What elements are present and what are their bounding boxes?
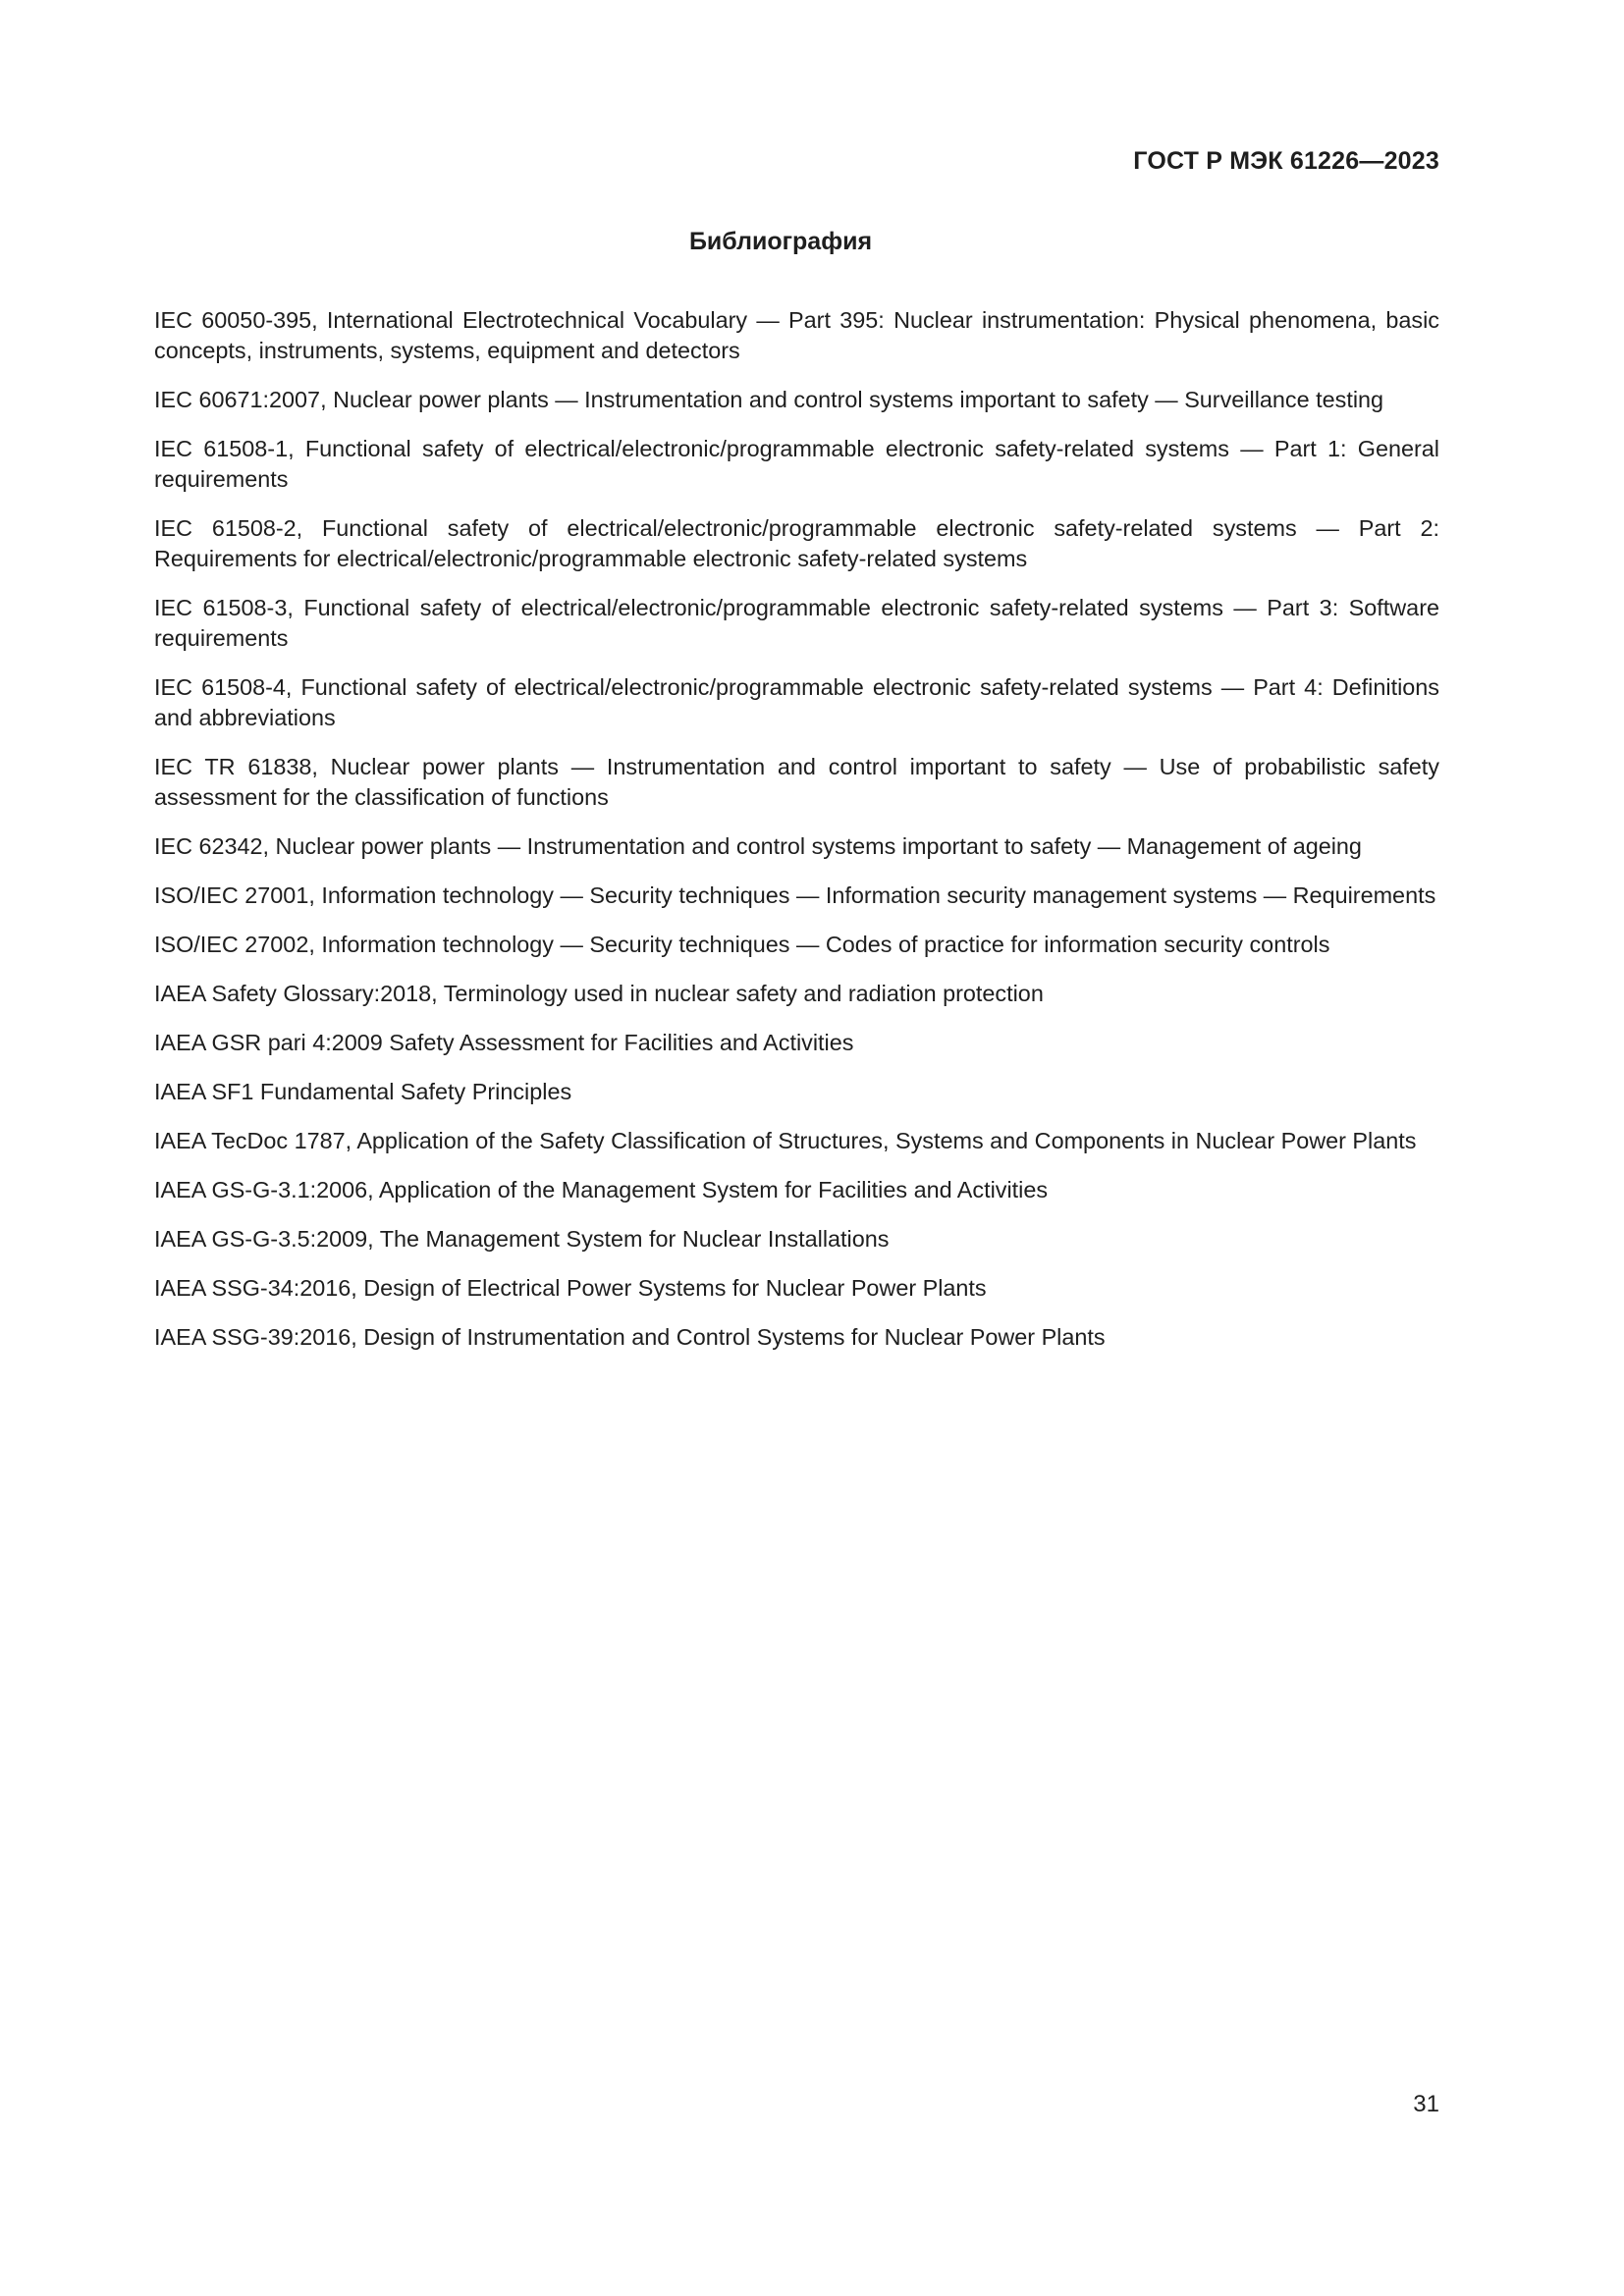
reference-item: IEC 61508-4, Functional safety of electrical/electronic/programmable electronic safety-related systems — Part 4: Definitions and abbreviations	[154, 674, 1439, 730]
reference-item: IAEA Safety Glossary:2018, Terminology used in nuclear safety and radiation protection	[154, 981, 1044, 1006]
reference-item: IAEA SSG-34:2016, Design of Electrical Power Systems for Nuclear Power Plants	[154, 1275, 987, 1301]
reference-item: IAEA TecDoc 1787, Application of the Safety Classification of Structures, Systems and Components in Nuclear Power Plants	[154, 1128, 1417, 1153]
document-code: ГОСТ Р МЭК 61226—2023	[1133, 147, 1439, 175]
reference-item: ISO/IEC 27002, Information technology — Security techniques — Codes of practice for information security controls	[154, 932, 1330, 957]
reference-item: IAEA GSR pari 4:2009 Safety Assessment for Facilities and Activities	[154, 1030, 854, 1055]
reference-item: IEC 62342, Nuclear power plants — Instrumentation and control systems important to safety — Management of ageing	[154, 833, 1362, 859]
reference-item: ISO/IEC 27001, Information technology — Security techniques — Information security management systems — Requirements	[154, 882, 1436, 908]
page-number: 31	[1413, 2091, 1439, 2117]
section-title: Библиография	[688, 228, 873, 255]
bibliography-list	[154, 305, 1439, 1371]
reference-item: IAEA SSG-39:2016, Design of Instrumentation and Control Systems for Nuclear Power Plants	[154, 1324, 1106, 1350]
reference-item: IAEA SF1 Fundamental Safety Principles	[154, 1079, 572, 1104]
reference-item: IAEA GS-G-3.5:2009, The Management System for Nuclear Installations	[154, 1226, 890, 1252]
reference-item: IEC 61508-1, Functional safety of electrical/electronic/programmable electronic safety-related systems — Part 1: General requirements	[154, 436, 1439, 492]
reference-item: IEC 61508-2, Functional safety of electrical/electronic/programmable electronic safety-related systems — Part 2: Requirements for electrical/electronic/programmable electronic safety-related systems	[154, 515, 1439, 571]
reference-item: IAEA GS-G-3.1:2006, Application of the Management System for Facilities and Activities	[154, 1177, 1049, 1202]
reference-item: IEC 60671:2007, Nuclear power plants — Instrumentation and control systems important to safety — Surveillance testing	[154, 387, 1384, 412]
reference-item: IEC 60050-395, International Electrotechnical Vocabulary — Part 395: Nuclear instrumentation: Physical phenomena, basic concepts, instruments, systems, equipment and detectors	[154, 307, 1439, 363]
reference-item: IEC 61508-3, Functional safety of electrical/electronic/programmable electronic safety-related systems — Part 3: Software requirements	[154, 595, 1439, 651]
reference-item: IEC TR 61838, Nuclear power plants — Instrumentation and control important to safety — Use of probabilistic safety assessment for the classification of functions	[154, 754, 1439, 810]
